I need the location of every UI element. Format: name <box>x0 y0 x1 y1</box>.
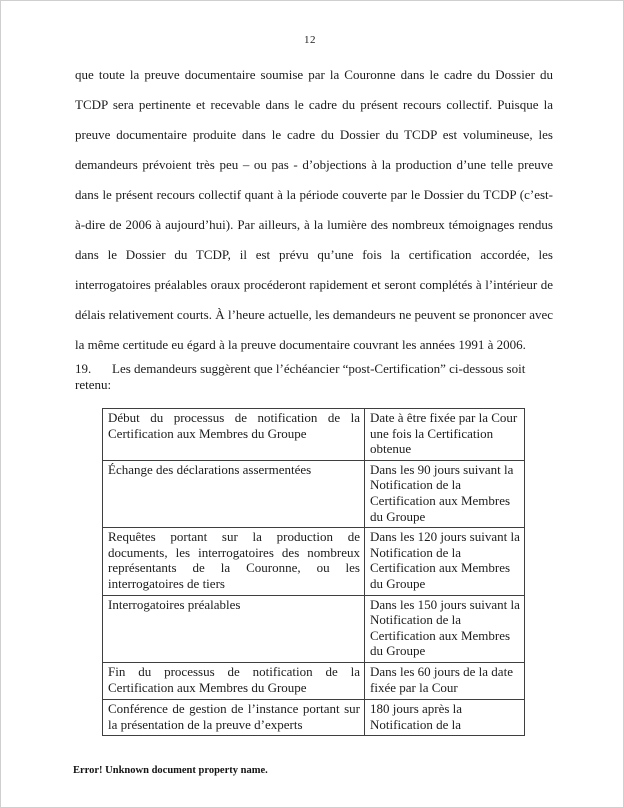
paragraph-number: 19. <box>75 361 92 376</box>
table-row <box>103 528 525 595</box>
schedule-table <box>102 408 525 736</box>
table-cell-deadline: 180 jours après la Notification de la <box>365 699 525 735</box>
table-row <box>103 662 525 699</box>
paragraph-19-text: Les demandeurs suggèrent que l’échéancier “post-Certification” ci-dessous soit retenu: <box>75 361 526 392</box>
table-cell-step: Début du processus de notification de la Certification aux Membres du Groupe <box>103 409 365 461</box>
page-number: 12 <box>304 34 316 46</box>
table-row <box>103 595 525 662</box>
table-cell-step: Échange des déclarations assermentées <box>103 460 365 527</box>
footer-error-text: Error! Unknown document property name. <box>73 765 268 776</box>
paragraph-body-text: que toute la preuve documentaire soumise par la Couronne dans le cadre du Dossier du TCDP sera pertinente et recevable dans le cadre du présent recours collectif. Puisque la preuve documentaire produite dans le cadre du Dossier du TCDP est volumineuse, les demandeurs prévoient très peu – ou pas - d’objections à la production d’une telle preuve dans le présent recours collectif quant à la période couverte par le Dossier du TCDP (c’est-à-dire de 2006 à aujourd’hui). Par ailleurs, à la lumière des nombreux témoignages rendus dans le Dossier du TCDP, il est prévu qu’une fois la certification accordée, les interrogatoires préalables oraux procéderont rapidement et seront complétés à l’intérieur de délais relativement courts. À l’heure actuelle, les demandeurs ne peuvent se prononcer avec la même certitude eu égard à la preuve documentaire couvrant les années 1991 à 2006. <box>75 67 553 352</box>
table-cell-step: Fin du processus de notification de la Certification aux Membres du Groupe <box>103 662 365 699</box>
table-row <box>103 460 525 527</box>
table-cell-step: Interrogatoires préalables <box>103 595 365 662</box>
table-cell-deadline: Dans les 150 jours suivant la Notification de la Certification aux Membres du Groupe <box>365 595 525 662</box>
table-cell-step: Requêtes portant sur la production de documents, les interrogatoires des nombreux représentants de la Couronne, ou les interrogatoires de tiers <box>103 528 365 595</box>
table-cell-deadline: Dans les 90 jours suivant la Notification de la Certification aux Membres du Groupe <box>365 460 525 527</box>
paragraph-19 <box>75 361 557 393</box>
table-cell-deadline: Dans les 60 jours de la date fixée par la Cour <box>365 662 525 699</box>
table-row <box>103 699 525 735</box>
table-cell-deadline: Date à être fixée par la Cour une fois la Certification obtenue <box>365 409 525 461</box>
table-row <box>103 409 525 461</box>
table-cell-deadline: Dans les 120 jours suivant la Notification de la Certification aux Membres du Groupe <box>365 528 525 595</box>
table-cell-step: Conférence de gestion de l’instance portant sur la présentation de la preuve d’experts <box>103 699 365 735</box>
